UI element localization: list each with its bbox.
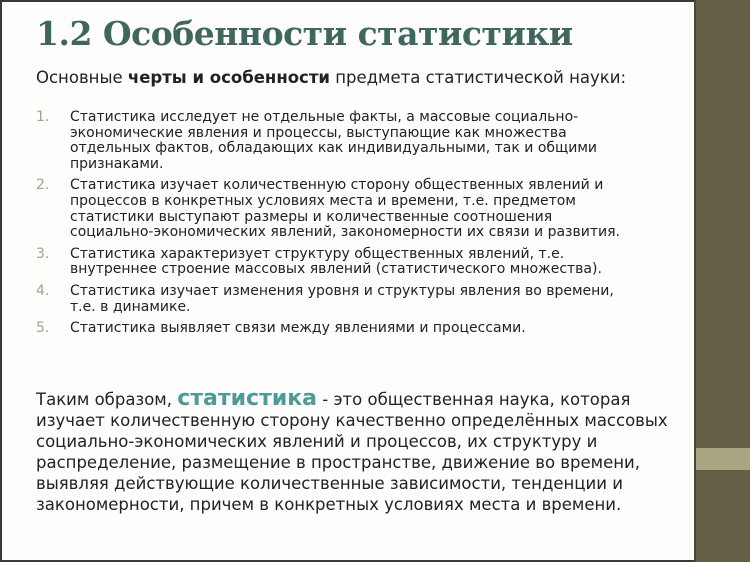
list-text: Статистика исследует не отдельные факты, а массовые социально- экономические явления и процессы, выступающие как множества отдельных фактов, обладающих как индивидуальными, так и общими признаками. [70, 109, 597, 172]
sidebar-accent-band [696, 448, 750, 470]
list-number: 4. [36, 282, 50, 299]
list-number: 5. [36, 320, 50, 337]
list-number: 2. [36, 177, 50, 194]
list-text: Статистика изучает изменения уровня и структуры явления во времени, т.е. в динамике. [70, 282, 614, 315]
conclusion-keyword: статистика [177, 386, 318, 411]
conclusion-after: - это общественная наука, которая изучает количественную сторону качественно определённых массовых социально-экономических явлений и процессов, их структуру и распределение, размещение в пространстве, движение во времени, выявляя действующие количественные зависимости, тенденции и закономерности, причем в конкретных условиях места и времени. [36, 390, 668, 514]
list-item [36, 110, 686, 172]
list-number: 3. [36, 245, 50, 262]
subtitle-after: предмета статистической науки: [329, 68, 627, 87]
list-text: Статистика выявляет связи между явлениями и процессами. [70, 320, 526, 337]
list-item [36, 284, 686, 315]
subtitle-before: Основные [36, 68, 128, 87]
list-text: Статистика изучает количественную сторону общественных явлений и процессов в конкретных условиях места и времени, т.е. предметом статистики выступают размеры и количественные соотношения социально-экономических явлений, закономерности их связи и развития. [70, 177, 620, 241]
conclusion-paragraph [36, 388, 686, 515]
subtitle-bold: черты и особенности [127, 68, 330, 87]
features-list [36, 110, 686, 343]
list-text: Статистика характеризует структуру общественных явлений, т.е. внутреннее строение массовых явлений (статистического множества). [70, 245, 602, 278]
list-item [36, 321, 686, 337]
slide-title: 1.2 Особенности статистики [36, 14, 573, 53]
conclusion-before: Таким образом, [36, 390, 178, 409]
slide-subtitle [36, 68, 626, 87]
list-item [36, 247, 686, 278]
list-item [36, 178, 686, 240]
list-number: 1. [36, 109, 50, 125]
decorative-sidebar [694, 0, 750, 562]
